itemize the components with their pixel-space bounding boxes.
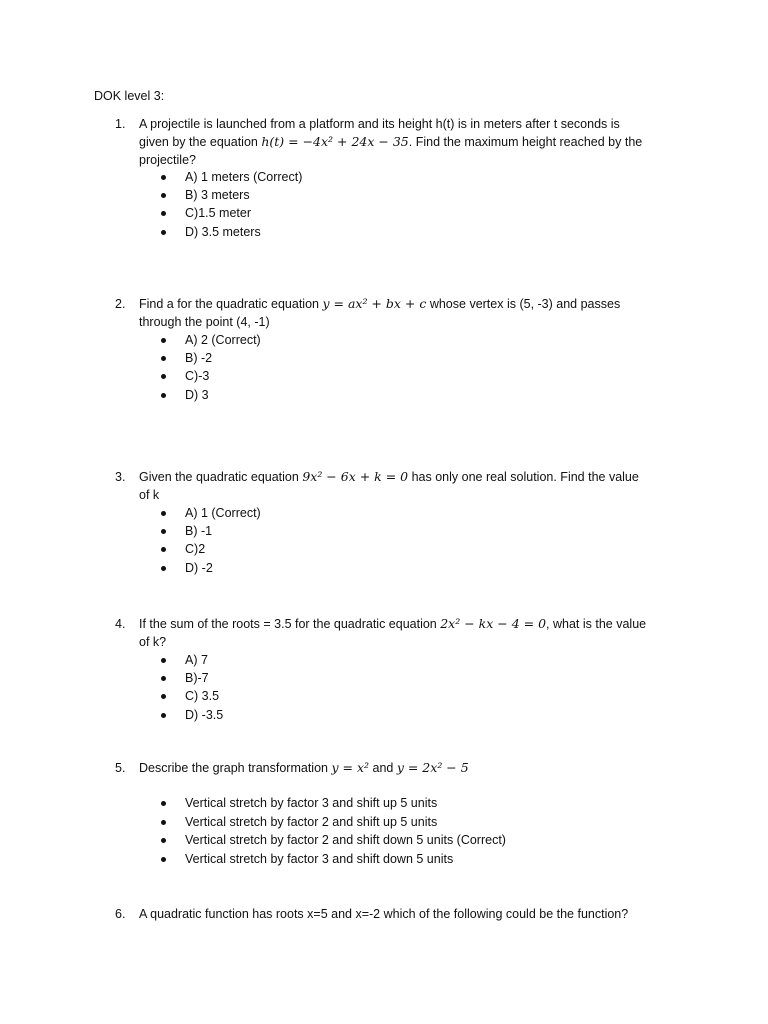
answer-option bbox=[0, 850, 768, 868]
answer-option bbox=[0, 687, 768, 705]
question-number: 2. bbox=[115, 297, 126, 311]
document-heading: DOK level 3: bbox=[94, 89, 165, 103]
question-text-line bbox=[139, 615, 679, 633]
question-number: 1. bbox=[115, 117, 126, 131]
question-number: 3. bbox=[115, 470, 126, 484]
answer-option bbox=[0, 204, 768, 222]
answer-option-label: B) -1 bbox=[185, 524, 213, 539]
text-segment: A quadratic function has roots x=5 and x=-2 which of the following could be the function? bbox=[139, 907, 629, 921]
bullet-icon bbox=[161, 211, 166, 216]
answer-option-label: D) -2 bbox=[185, 560, 213, 575]
answer-option-label: B) 3 meters bbox=[185, 188, 250, 203]
bullet-icon bbox=[161, 511, 166, 516]
question-text bbox=[139, 905, 679, 923]
answer-option bbox=[0, 186, 768, 204]
answer-option bbox=[0, 669, 768, 687]
answer-option bbox=[0, 813, 768, 831]
bullet-icon bbox=[161, 838, 166, 843]
question-text-line bbox=[139, 468, 679, 486]
bullet-icon bbox=[161, 713, 166, 718]
answer-option-label: B) -2 bbox=[185, 351, 213, 366]
question-text bbox=[139, 468, 679, 504]
question-text-line bbox=[139, 151, 679, 169]
answer-option bbox=[0, 794, 768, 812]
question-text bbox=[139, 295, 679, 331]
bullet-icon bbox=[161, 356, 166, 361]
answer-option bbox=[0, 831, 768, 849]
question-text bbox=[139, 759, 679, 777]
question-text bbox=[139, 115, 679, 169]
answer-option-label: Vertical stretch by factor 3 and shift up 5 units bbox=[185, 796, 438, 810]
text-segment: has only one real solution. Find the value bbox=[408, 470, 639, 484]
text-segment: If the sum of the roots = 3.5 for the quadratic equation bbox=[139, 617, 441, 631]
answer-option-label: Vertical stretch by factor 3 and shift down 5 units bbox=[185, 851, 454, 866]
text-segment: Describe the graph transformation bbox=[139, 761, 332, 775]
answer-option bbox=[0, 223, 768, 241]
bullet-icon bbox=[161, 566, 166, 571]
math-expression: 2x² − kx − 4 = 0 bbox=[440, 616, 547, 631]
text-segment: of k bbox=[139, 488, 160, 502]
bullet-icon bbox=[161, 529, 166, 534]
question-text-line bbox=[139, 759, 679, 777]
answer-option-label: D) 3.5 meters bbox=[185, 224, 261, 239]
answer-option-label: D) 3 bbox=[185, 387, 209, 402]
question-text-line bbox=[139, 295, 679, 313]
text-segment: , what is the value bbox=[546, 617, 647, 631]
question-text bbox=[139, 615, 679, 651]
question-text-line bbox=[139, 633, 679, 651]
answer-option-label: Vertical stretch by factor 2 and shift up 5 units bbox=[185, 814, 438, 829]
answer-option bbox=[0, 349, 768, 367]
answer-option bbox=[0, 331, 768, 349]
answer-option-label: B)-7 bbox=[185, 671, 209, 686]
answer-option-label: C)1.5 meter bbox=[185, 206, 251, 221]
bullet-icon bbox=[161, 175, 166, 180]
bullet-icon bbox=[161, 857, 166, 862]
question-text-line bbox=[139, 313, 679, 331]
text-segment: whose vertex is (5, -3) and passes bbox=[426, 297, 621, 311]
question-number: 5. bbox=[115, 761, 126, 775]
bullet-icon bbox=[161, 374, 166, 379]
text-segment: and bbox=[369, 761, 397, 775]
bullet-icon bbox=[161, 694, 166, 699]
bullet-icon bbox=[161, 393, 166, 398]
math-expression: y = ax² + bx + c bbox=[322, 296, 427, 311]
bullet-icon bbox=[161, 193, 166, 198]
answer-option bbox=[0, 386, 768, 404]
answer-option-label: C)2 bbox=[185, 542, 206, 557]
answer-option bbox=[0, 540, 768, 558]
text-segment: Given the quadratic equation bbox=[139, 470, 303, 484]
question-text-line bbox=[139, 486, 679, 504]
text-segment: given by the equation bbox=[139, 135, 262, 149]
question-number: 4. bbox=[115, 617, 126, 631]
answer-option-label: A) 7 bbox=[185, 653, 208, 667]
math-expression: y = x² bbox=[331, 760, 370, 775]
math-expression: h(t) = −4x² + 24x − 35 bbox=[261, 134, 409, 149]
bullet-icon bbox=[161, 230, 166, 235]
bullet-icon bbox=[161, 820, 166, 825]
text-segment: of k? bbox=[139, 635, 167, 649]
answer-option bbox=[0, 559, 768, 577]
text-segment: Find a for the quadratic equation bbox=[139, 297, 323, 311]
text-segment: through the point (4, -1) bbox=[139, 315, 270, 329]
bullet-icon bbox=[161, 658, 166, 663]
answer-option-label: C)-3 bbox=[185, 369, 210, 384]
answer-option bbox=[0, 651, 768, 669]
answer-option-label: A) 1 (Correct) bbox=[185, 506, 261, 520]
answer-option bbox=[0, 168, 768, 186]
question-text-line bbox=[139, 115, 679, 133]
question-number: 6. bbox=[115, 907, 126, 921]
text-segment: projectile? bbox=[139, 153, 196, 167]
bullet-icon bbox=[161, 676, 166, 681]
answer-option bbox=[0, 367, 768, 385]
text-segment: A projectile is launched from a platform and its height h(t) is in meters after t seconds is bbox=[139, 117, 620, 131]
question-text-line bbox=[139, 905, 679, 923]
math-expression: 9x² − 6x + k = 0 bbox=[302, 469, 409, 484]
answer-option-label: Vertical stretch by factor 2 and shift down 5 units (Correct) bbox=[185, 833, 506, 848]
answer-option-label: A) 2 (Correct) bbox=[185, 333, 261, 347]
math-expression: y = 2x² − 5 bbox=[396, 760, 469, 775]
answer-option bbox=[0, 706, 768, 724]
answer-option-label: C) 3.5 bbox=[185, 689, 220, 704]
bullet-icon bbox=[161, 801, 166, 806]
answer-option-label: D) -3.5 bbox=[185, 707, 224, 722]
answer-option bbox=[0, 504, 768, 522]
bullet-icon bbox=[161, 547, 166, 552]
bullet-icon bbox=[161, 338, 166, 343]
question-text-line bbox=[139, 133, 679, 151]
text-segment: . Find the maximum height reached by the bbox=[408, 135, 643, 149]
answer-option-label: A) 1 meters (Correct) bbox=[185, 170, 303, 184]
answer-option bbox=[0, 522, 768, 540]
